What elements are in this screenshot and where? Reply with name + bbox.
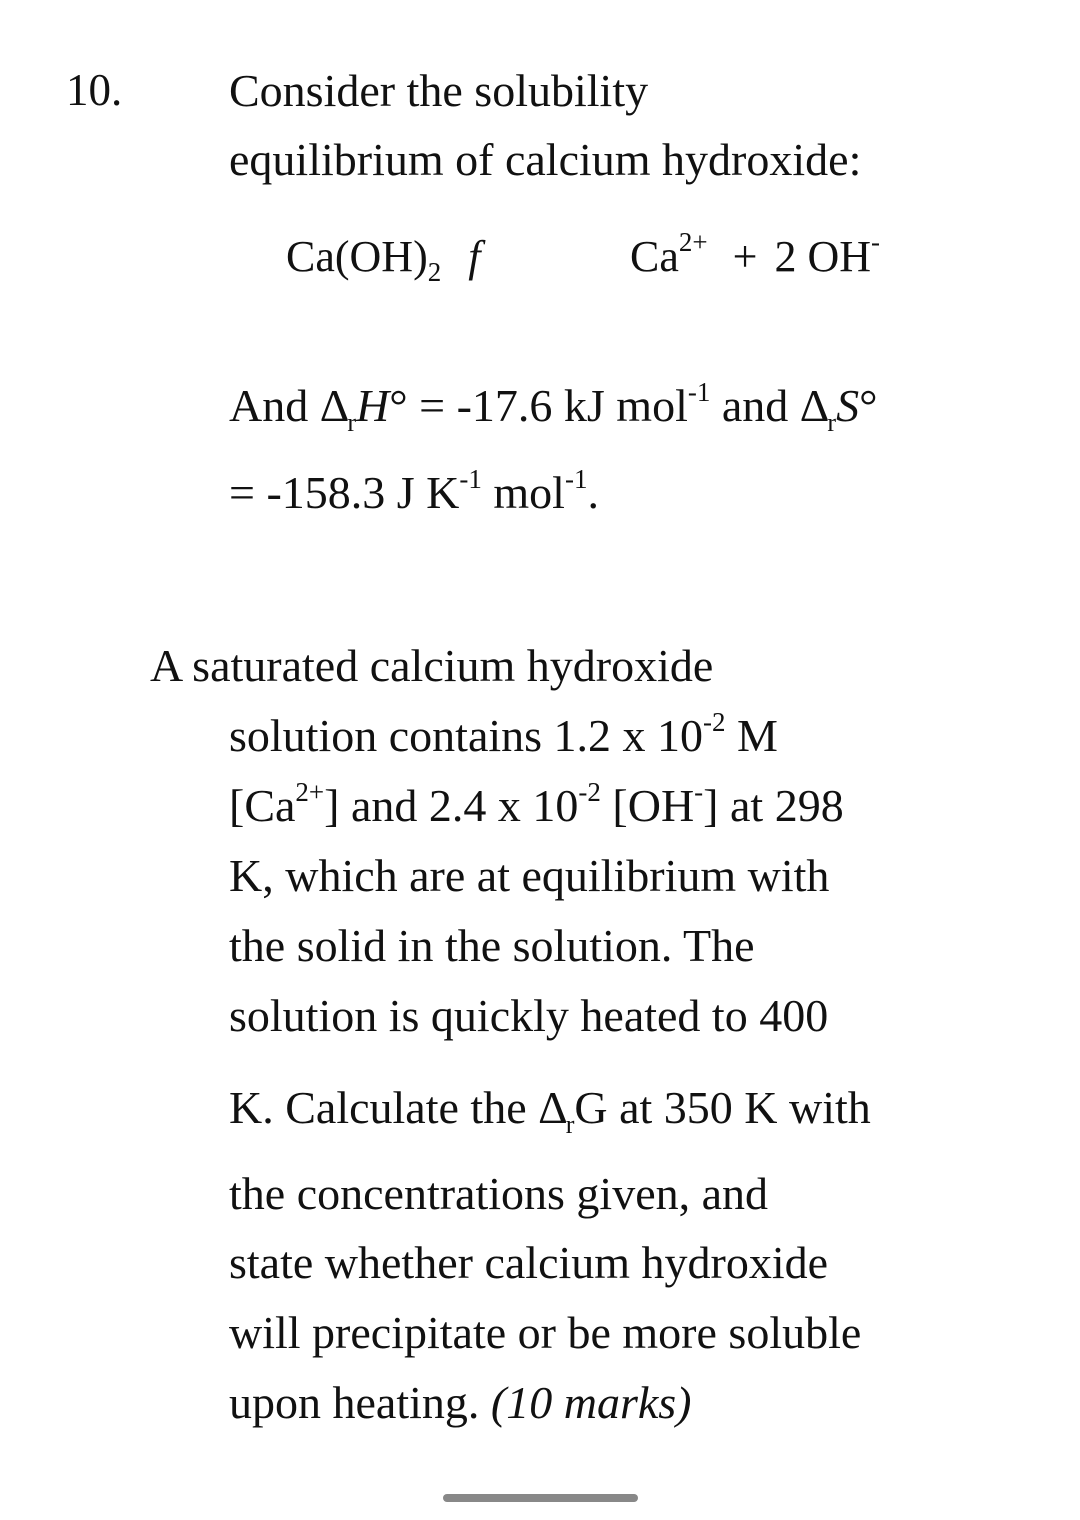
delta-symbol: Δ	[319, 380, 350, 431]
body-text: M	[725, 710, 778, 761]
equation-product-calcium-charge: 2+	[678, 227, 708, 257]
equation-products	[630, 227, 881, 281]
r-subscript: r	[827, 408, 837, 437]
home-indicator-bar[interactable]	[443, 1494, 638, 1502]
equilibrium-arrow-glyph: f	[468, 232, 481, 281]
body-text: K. Calculate the	[229, 1082, 539, 1133]
exponent: -1	[459, 464, 482, 494]
enthalpy-symbol: H	[356, 380, 390, 431]
exponent: -1	[687, 377, 711, 407]
body-line-6: solution is quickly heated to 400	[229, 990, 829, 1041]
equation-reactant-subscript: 2	[427, 257, 442, 287]
body-line-3	[229, 777, 844, 831]
body-text: solution contains 1.2 x 10	[229, 710, 704, 761]
r-subscript: r	[347, 408, 356, 437]
equation-plus: +	[732, 232, 758, 281]
body-line-8: the concentrations given, and	[229, 1168, 769, 1219]
body-line-11	[229, 1377, 692, 1428]
period: .	[587, 467, 599, 518]
exponent: -2	[703, 707, 726, 737]
intro-line-2: equilibrium of calcium hydroxide:	[229, 134, 862, 185]
thermo-line-1	[229, 377, 878, 437]
body-line-2	[229, 707, 778, 761]
equation	[286, 232, 481, 287]
r-subscript: r	[565, 1110, 575, 1139]
body-line-10: will precipitate or be more soluble	[229, 1307, 862, 1358]
degree-symbol: °	[389, 380, 408, 431]
thermo-line-2	[229, 464, 599, 518]
thermo-and: And	[229, 380, 320, 431]
exponent: -2	[578, 777, 601, 807]
body-line-9: state whether calcium hydroxide	[229, 1237, 829, 1288]
exponent: -1	[564, 464, 588, 494]
charge-superscript: 2+	[295, 777, 325, 807]
equation-product-calcium: Ca	[630, 232, 679, 281]
body-line-1: A saturated calcium hydroxide	[150, 640, 714, 691]
body-line-7	[229, 1082, 871, 1139]
enthalpy-value: = -17.6 kJ mol	[407, 380, 688, 431]
marks-label: (10 marks)	[490, 1377, 692, 1428]
body-text: ] and 2.4 x 10	[324, 780, 579, 831]
body-text: [OH	[600, 780, 695, 831]
body-line-5: the solid in the solution. The	[229, 920, 755, 971]
delta-symbol: Δ	[538, 1082, 568, 1133]
body-text: upon heating.	[229, 1377, 491, 1428]
equation-reactant: Ca(OH)	[286, 232, 428, 281]
body-line-4: K, which are at equilibrium with	[229, 850, 830, 901]
degree-symbol: °	[859, 380, 878, 431]
body-text: [Ca	[229, 780, 296, 831]
body-text: G at 350 K with	[574, 1082, 871, 1133]
question-number: 10.	[66, 65, 123, 115]
delta-symbol: Δ	[799, 380, 830, 431]
equation-product-hydroxide-charge: -	[871, 227, 881, 257]
body-text: ] at 298	[703, 780, 844, 831]
entropy-value: = -158.3 J K	[229, 467, 460, 518]
entropy-unit: mol	[481, 467, 565, 518]
intro-line-1: Consider the solubility	[229, 65, 649, 116]
and-text: and	[710, 380, 800, 431]
charge-superscript: -	[694, 777, 704, 807]
entropy-symbol: S	[836, 380, 860, 431]
equation-product-hydroxide: 2 OH	[774, 232, 872, 281]
